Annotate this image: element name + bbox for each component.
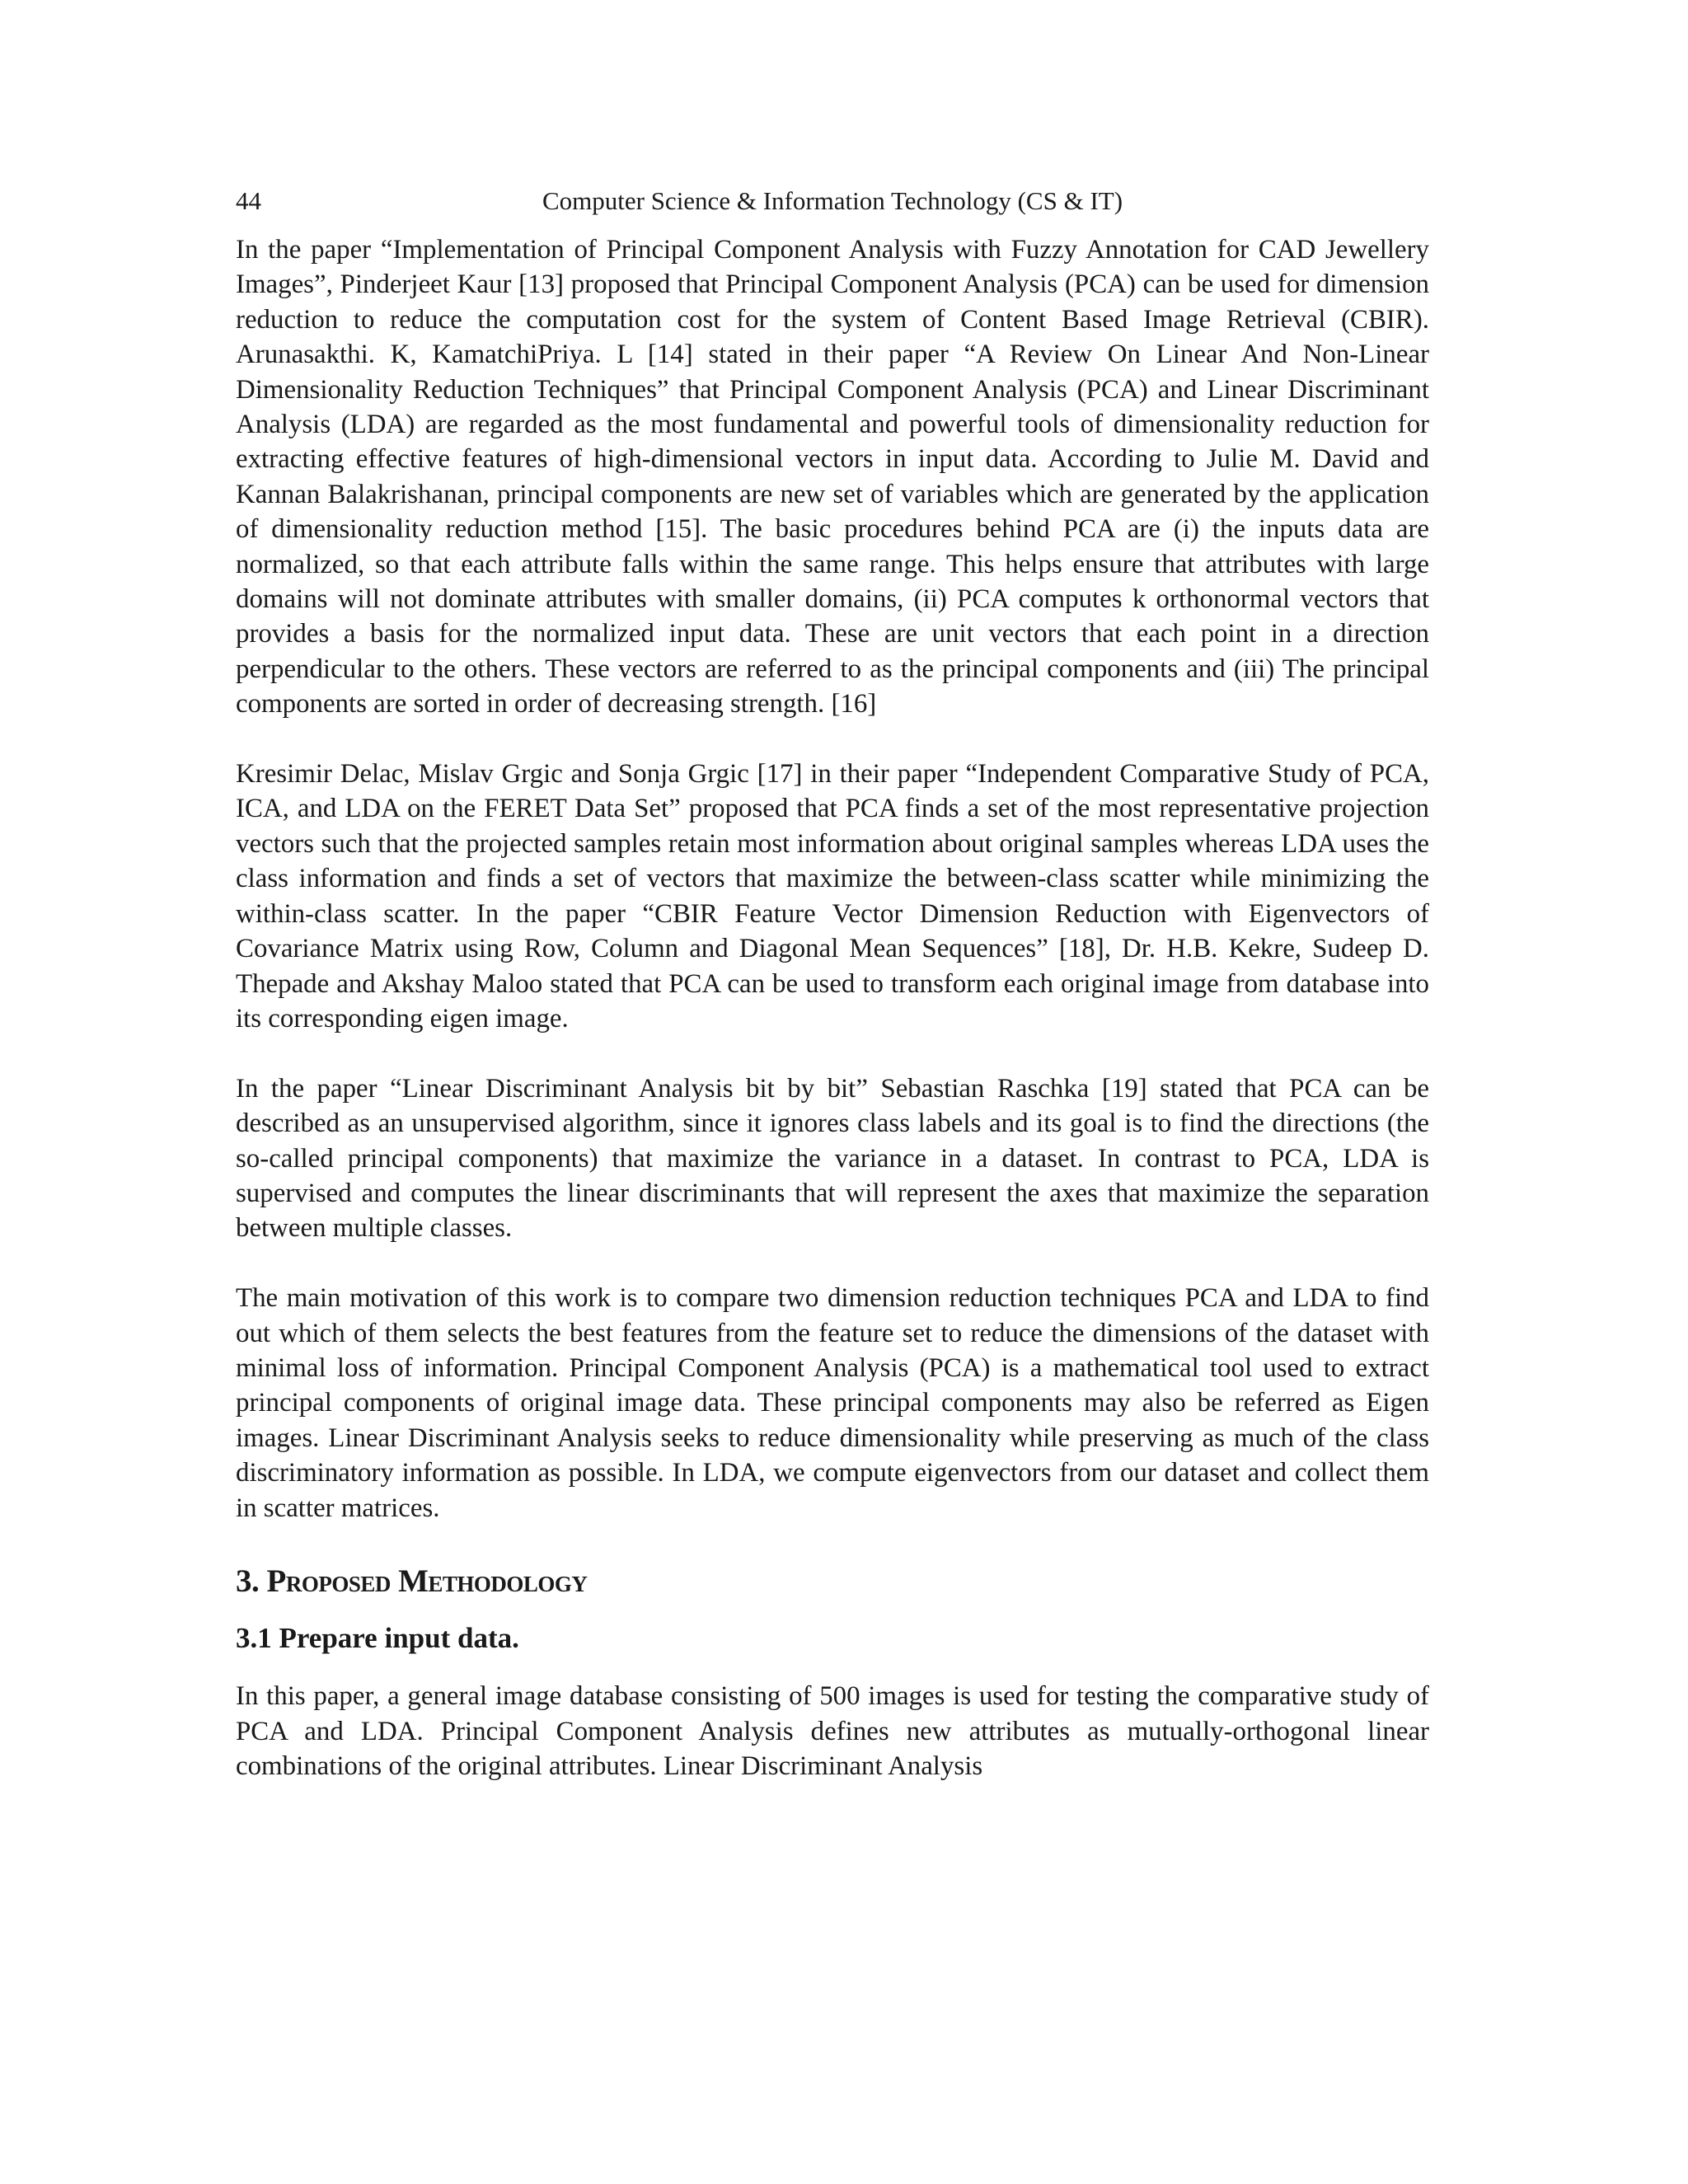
body-text bbox=[236, 232, 1429, 1784]
subsection-heading-prepare-input-data: 3.1 Prepare input data. bbox=[236, 1622, 519, 1655]
journal-title: Computer Science & Information Technology (CS & IT) bbox=[542, 186, 1123, 215]
paragraph-related-work-2: Kresimir Delac, Mislav Grgic and Sonja Grgic [17] in their paper “Independent Comparative Study of PCA, ICA, and LDA on the FERET Data Set” proposed that PCA finds a set of the most representative projection vectors such that the projected samples retain most information about original samples whereas LDA uses the class information and finds a set of vectors that maximize the between-class scatter while minimizing the within-class scatter. In the paper “CBIR Feature Vector Dimension Reduction with Eigenvectors of Covariance Matrix using Row, Column and Diagonal Mean Sequences” [18], Dr. H.B. Kekre, Sudeep D. Thepade and Akshay Maloo stated that PCA can be used to transform each original image from database into its corresponding eigen image. bbox=[236, 759, 1429, 1033]
paragraph-input-data: In this paper, a general image database consisting of 500 images is used for testing the comparative study of PCA and LDA. Principal Component Analysis defines new attributes as mutually-orthogonal linear combinations of the original attributes. Linear Discriminant Analysis bbox=[236, 1681, 1429, 1782]
running-header bbox=[236, 181, 1429, 221]
paragraph-motivation: The main motivation of this work is to compare two dimension reduction techniques PCA and LDA to find out which of them selects the best features from the feature set to reduce the dimensions of the dataset with minimal loss of information. Principal Component Analysis (PCA) is a mathematical tool used to extract principal components of original image data. These principal components may also be referred as Eigen images. Linear Discriminant Analysis seeks to reduce dimensionality while preserving as much of the class discriminatory information as possible. In LDA, we compute eigenvectors from our dataset and collect them in scatter matrices. bbox=[236, 1283, 1429, 1523]
page-number: 44 bbox=[236, 186, 261, 215]
paper-page bbox=[236, 181, 1429, 1784]
paragraph-related-work-1: In the paper “Implementation of Principal Component Analysis with Fuzzy Annotation for CAD Jewellery Images”, Pinderjeet Kaur [13] proposed that Principal Component Analysis (PCA) can be used for dimension reduction to reduce the computation cost for the system of Content Based Image Retrieval (CBIR). Arunasakthi. K, KamatchiPriya. L [14] stated in their paper “A Review On Linear And Non-Linear Dimensionality Reduction Techniques” that Principal Component Analysis (PCA) and Linear Discriminant Analysis (LDA) are regarded as the most fundamental and powerful tools of dimensionality reduction for extracting effective features of high-dimensional vectors in input data. According to Julie M. David and Kannan Balakrishanan, principal components are new set of variables which are generated by the application of dimensionality reduction method [15]. The basic procedures behind PCA are (i) the inputs data are normalized, so that each attribute falls within the same range. This helps ensure that attributes with large domains will not dominate attributes with smaller domains, (ii) PCA computes k orthonormal vectors that provides a basis for the normalized input data. These are unit vectors that each point in a direction perpendicular to the others. These vectors are referred to as the principal components and (iii) The principal components are sorted in order of decreasing strength. [16] bbox=[236, 235, 1429, 719]
section-heading-proposed-methodology: 3. Proposed Methodology bbox=[236, 1563, 588, 1600]
paragraph-related-work-3: In the paper “Linear Discriminant Analysis bit by bit” Sebastian Raschka [19] stated that PCA can be described as an unsupervised algorithm, since it ignores class labels and its goal is to find the directions (the so-called principal components) that maximize the variance in a dataset. In contrast to PCA, LDA is supervised and computes the linear discriminants that will represent the axes that maximize the separation between multiple classes. bbox=[236, 1073, 1429, 1244]
